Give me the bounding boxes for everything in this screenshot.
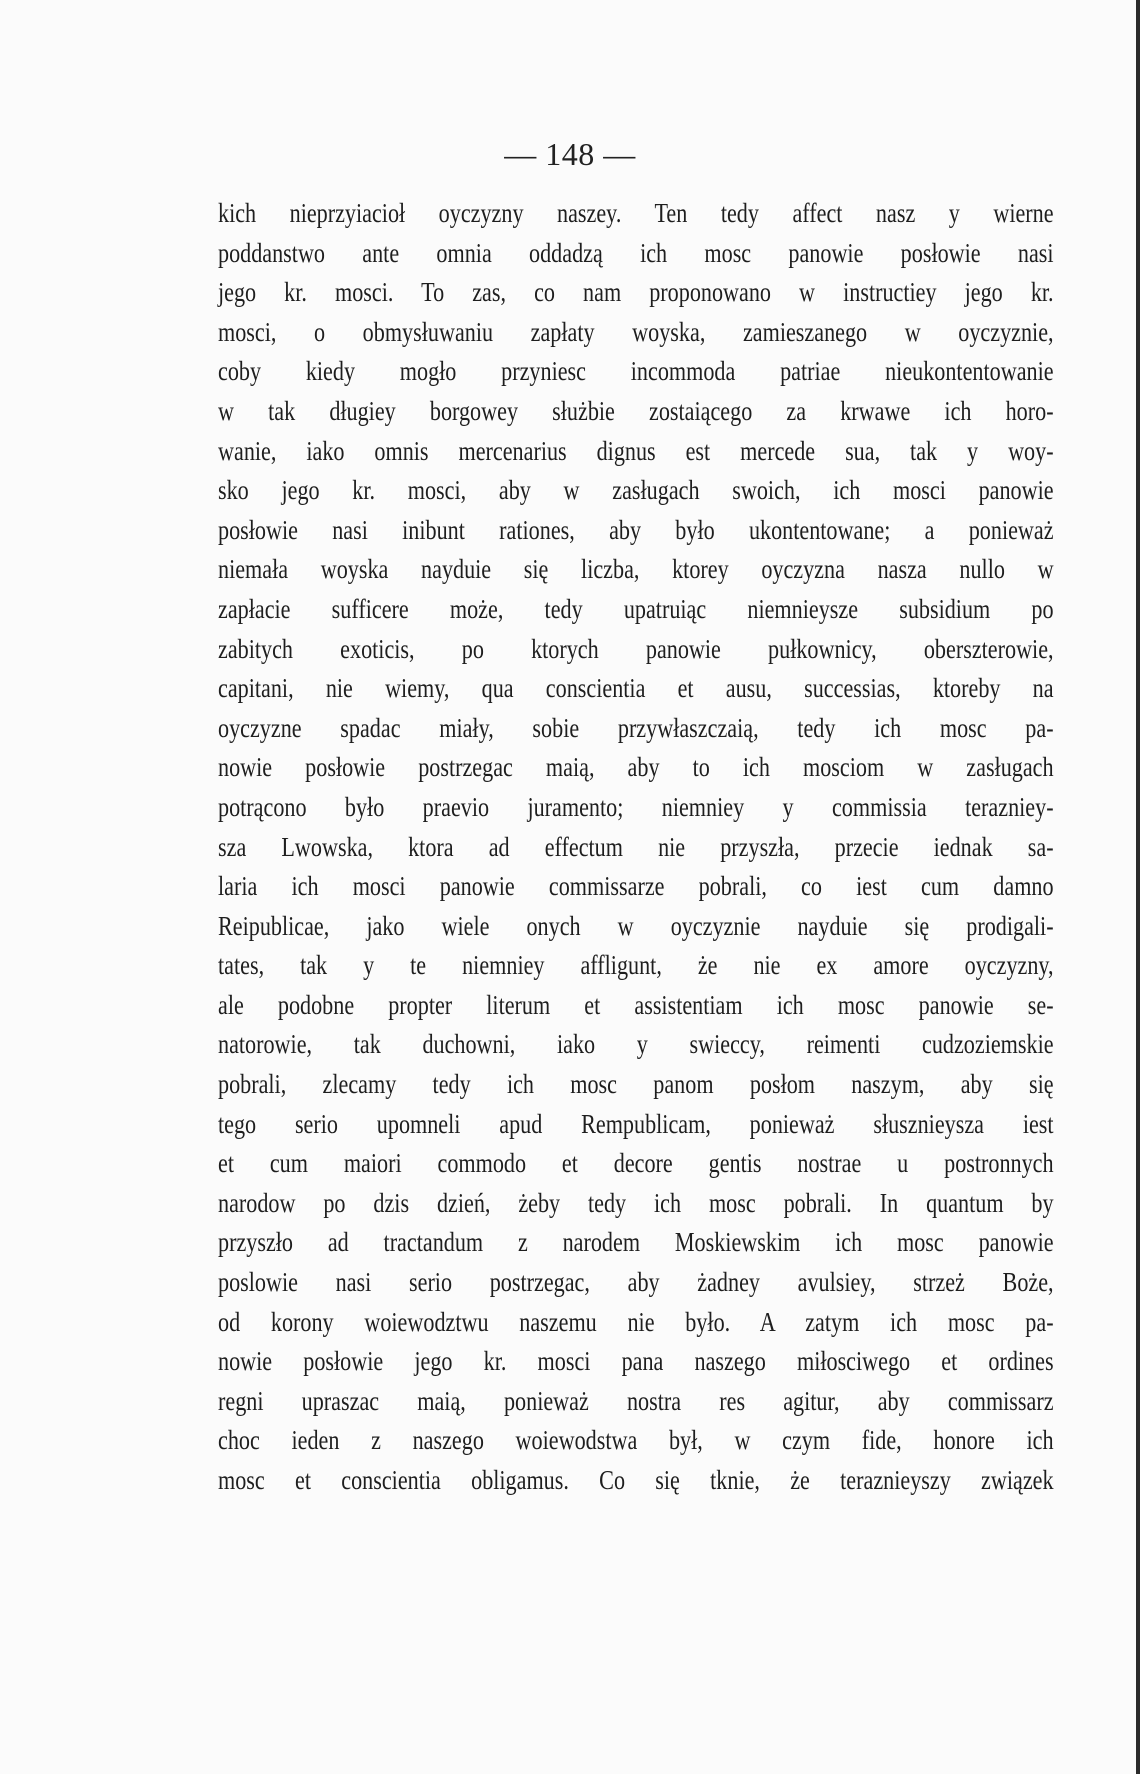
text-line: wanie, iako omnis mercenarius dignus est mercede sua, tak y woy- [218,435,1054,466]
text-line: sza Lwowska, ktora ad effectum nie przyszła, przecie iednak sa- [218,831,1054,862]
page-number: — 148 — [504,136,636,172]
page-edge-line [1136,0,1140,1774]
text-line: mosc et conscientia obligamus. Co się tknie, że teraznieyszy związek [218,1465,1054,1495]
text-line: coby kiedy mogło przyniesc incommoda patriae nieukontentowanie [218,356,1054,387]
text-line: nowie posłowie postrzegac maią, aby to ich mosciom w zasługach [218,752,1054,783]
text-line: capitani, nie wiemy, qua conscientia et ausu, successias, ktoreby na [218,673,1054,704]
text-line: przyszło ad tractandum z narodem Moskiewskim ich mosc panowie [218,1227,1054,1258]
text-line: mosci, o obmysłuwaniu zapłaty woyska, zamieszanego w oyczyznie, [218,316,1054,347]
text-line: poslowie nasi serio postrzegac, aby żadney avulsiey, strzeż Boże, [218,1267,1054,1298]
text-line: choc ieden z naszego woiewodstwa był, w czym fide, honore ich [218,1425,1054,1456]
text-line: kich nieprzyiacioł oyczyzny naszey. Ten tedy affect nasz y wierne [218,198,1054,228]
text-line: tego serio upomneli apud Rempublicam, ponieważ słusznieysza iest [218,1108,1054,1139]
text-line: od korony woiewodztwu naszemu nie było. A zatym ich mosc pa- [218,1306,1054,1337]
text-line: Reipublicae, jako wiele onych w oyczyznie nayduie się prodigali- [218,910,1054,941]
text-line: et cum maiori commodo et decore gentis nostrae u postronnych [218,1148,1054,1179]
text-line: regni upraszac maią, ponieważ nostra res agitur, aby commissarz [218,1385,1054,1416]
text-line: potrącono było praevio juramento; niemniey y commissia terazniey- [218,791,1054,822]
text-line: tates, tak y te niemniey affligunt, że nie ex amore oyczyzny, [218,950,1054,981]
text-line: zapłacie sufficere może, tedy upatruiąc niemnieysze subsidium po [218,593,1054,624]
text-line: natorowie, tak duchowni, iako y swieccy, reimenti cudzoziemskie [218,1029,1054,1060]
text-line: pobrali, zlecamy tedy ich mosc panom posłom naszym, aby się [218,1069,1054,1100]
text-line: niemała woyska nayduie się liczba, ktorey oyczyzna nasza nullo w [218,554,1054,585]
text-line: laria ich mosci panowie commissarze pobrali, co iest cum damno [218,871,1054,902]
text-line: poddanstwo ante omnia oddadzą ich mosc panowie posłowie nasi [218,237,1054,268]
text-line: zabitych exoticis, po ktorych panowie pułkownicy, oberszterowie, [218,633,1054,664]
text-line: posłowie nasi inibunt rationes, aby było ukontentowane; a ponieważ [218,514,1054,545]
text-line: ale podobne propter literum et assistentiam ich mosc panowie se- [218,989,1054,1020]
body-text [218,194,1054,1501]
text-line: jego kr. mosci. To zas, co nam proponowano w instructiey jego kr. [218,277,1054,308]
text-line: w tak długiey borgowey służbie zostaiącego za krwawe ich horo- [218,395,1054,426]
text-line: sko jego kr. mosci, aby w zasługach swoich, ich mosci panowie [218,475,1054,506]
text-line: narodow po dzis dzień, żeby tedy ich mosc pobrali. In quantum by [218,1187,1054,1218]
text-line: nowie posłowie jego kr. mosci pana naszego miłosciwego et ordines [218,1346,1054,1377]
text-line: oyczyzne spadac miały, sobie przywłaszczaią, tedy ich mosc pa- [218,712,1054,743]
